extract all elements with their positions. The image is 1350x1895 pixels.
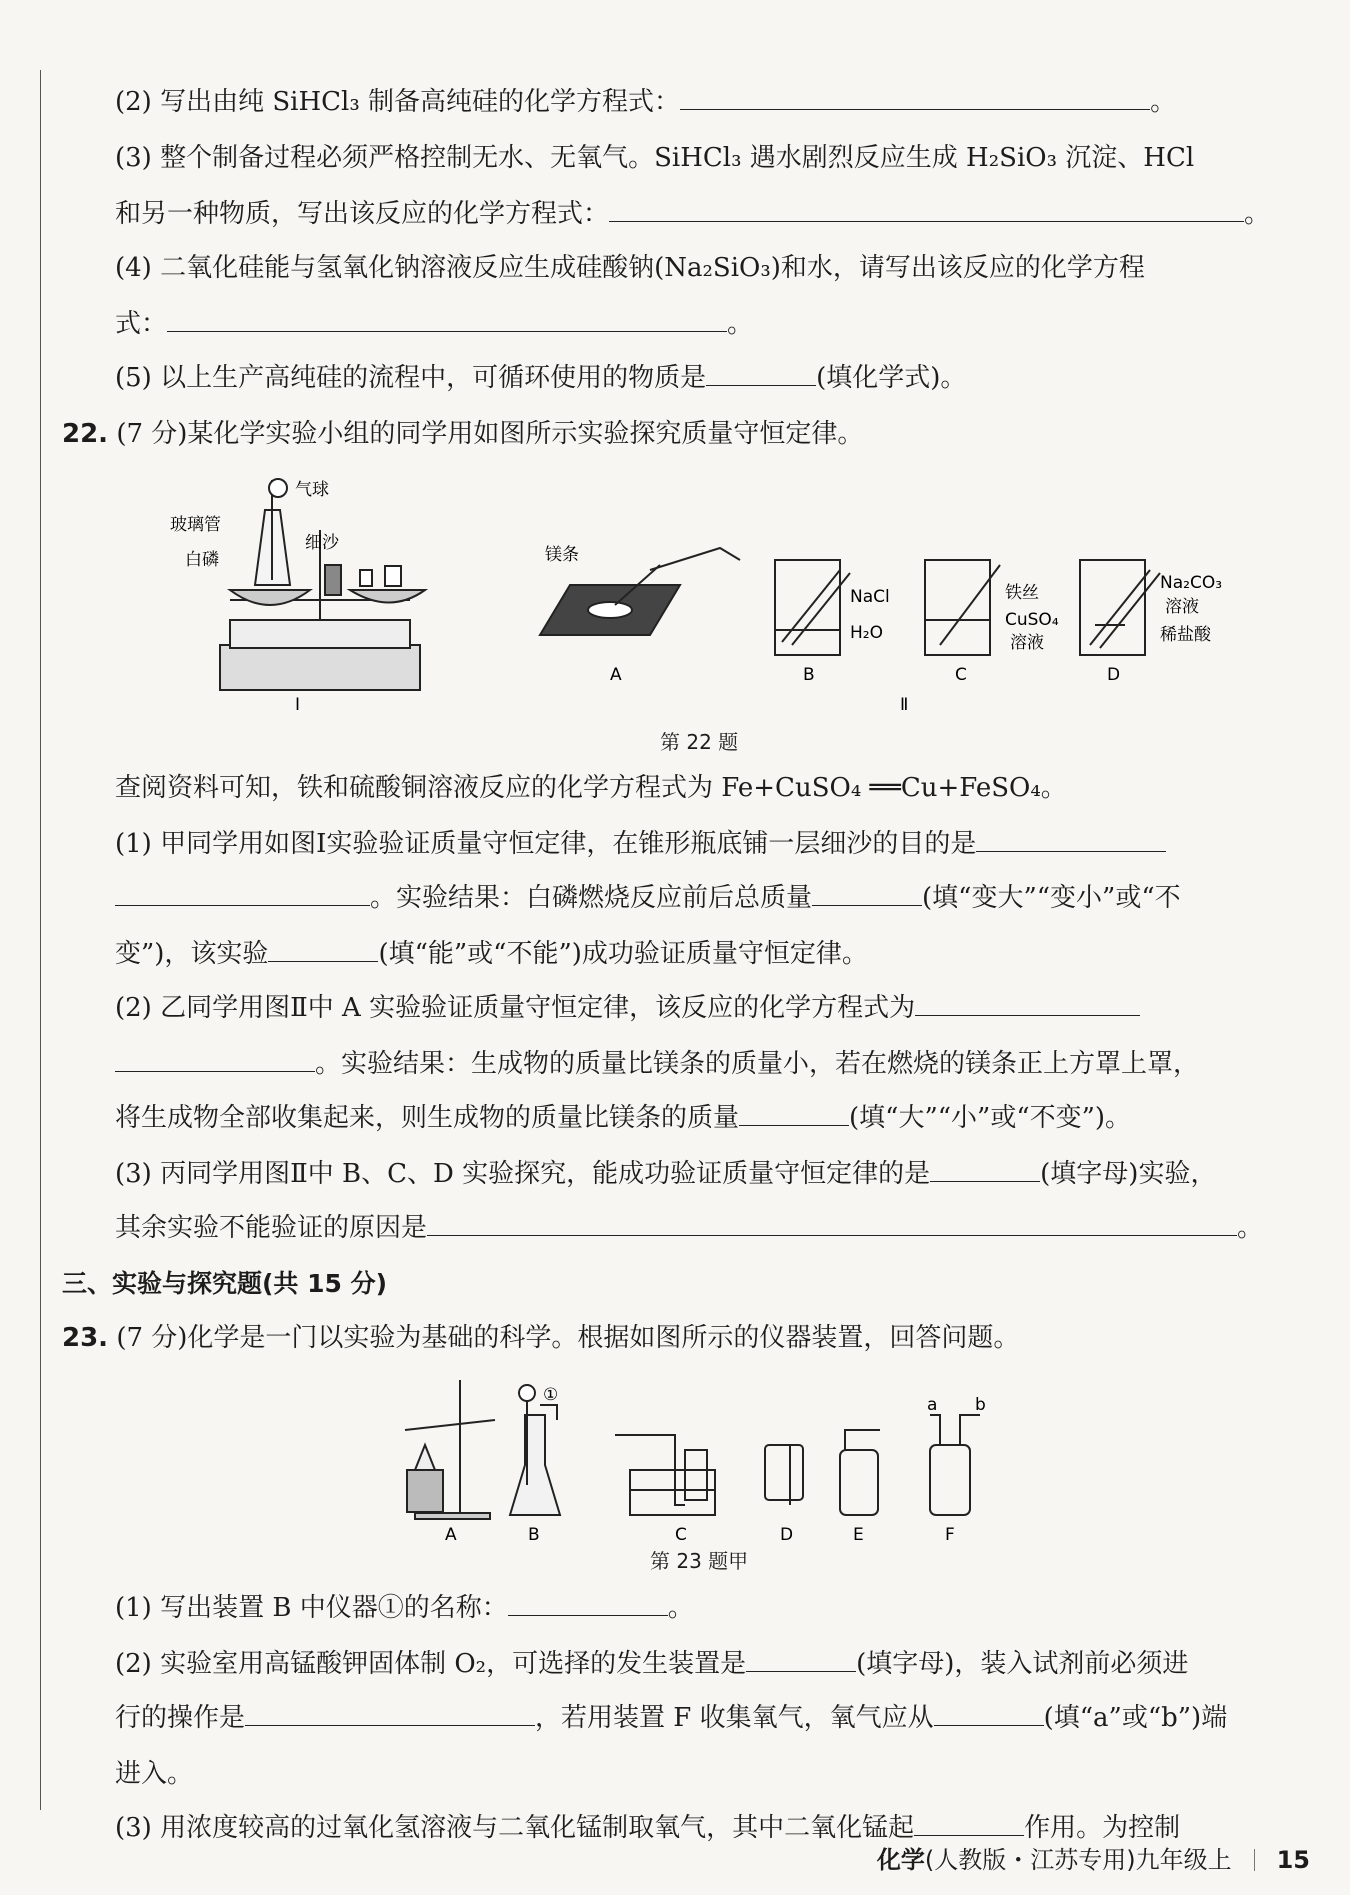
label-na2co3: Na₂CO₃ [1160, 573, 1223, 593]
q21-part5: (5) 以上生产高纯硅的流程中，可循环使用的物质是 (填化学式)。 [115, 363, 967, 393]
label-white-phosphorus: 白磷 [185, 550, 219, 570]
q23-part2-line2: 行的操作是 ，若用装置 F 收集氧气，氧气应从 (填“a”或“b”)端 [115, 1703, 1228, 1733]
label-hcl: 稀盐酸 [1160, 625, 1211, 645]
answer-blank[interactable] [915, 991, 1140, 1016]
label-h2o: H₂O [850, 623, 883, 643]
answer-blank[interactable] [934, 1701, 1044, 1726]
label-B: B [528, 1525, 540, 1545]
q22-info: 查阅资料可知，铁和硫酸铜溶液反应的化学方程式为 Fe+CuSO₄ ══Cu+FeSO₄。 [115, 773, 1067, 803]
q23-figure [385, 1375, 1025, 1545]
footer-subject: 化学 [876, 1846, 925, 1874]
answer-blank[interactable] [115, 881, 370, 906]
q23-caption: 第 23 题甲 [650, 1549, 749, 1573]
q22-part3-line2: 其余实验不能验证的原因是 。 [115, 1213, 1264, 1243]
label-instrument-1: ① [543, 1385, 559, 1405]
label-sand: 细沙 [305, 533, 339, 553]
answer-blank[interactable] [115, 1047, 315, 1072]
q21-part4-line1: (4) 二氧化硅能与氢氧化钠溶液反应生成硅酸钠(Na₂SiO₃)和水，请写出该反应的化学方程 [115, 253, 1145, 283]
label-balloon: 气球 [295, 480, 329, 500]
label-F: F [945, 1525, 955, 1545]
label-nacl: NaCl [850, 587, 890, 607]
answer-blank[interactable] [930, 1157, 1040, 1182]
label-cuso4: CuSO₄ [1005, 610, 1059, 630]
label-D: D [1107, 665, 1121, 685]
section-heading: 三、实验与探究题(共 15 分) [62, 1269, 388, 1298]
footer-divider [1254, 1849, 1255, 1871]
answer-blank[interactable] [167, 307, 727, 332]
q22-stem: 22. (7 分)某化学实验小组的同学用如图所示实验探究质量守恒定律。 [62, 419, 864, 449]
q22-figure [160, 470, 1260, 720]
label-C: C [955, 665, 967, 685]
question-number: 22. [62, 419, 109, 449]
label-mg-strip: 镁条 [545, 545, 579, 565]
q23-stem: 23. (7 分)化学是一门以实验为基础的科学。根据如图所示的仪器装置，回答问题。 [62, 1323, 1020, 1353]
label-C: C [675, 1525, 687, 1545]
q21-part3-line1: (3) 整个制备过程必须严格控制无水、无氧气。SiHCl₃ 遇水剧烈反应生成 H₂SiO₃ 沉淀、HCl [115, 143, 1195, 173]
answer-blank[interactable] [976, 827, 1166, 852]
label-iron-wire: 铁丝 [1005, 583, 1039, 603]
answer-blank[interactable] [746, 1647, 856, 1672]
answer-blank[interactable] [739, 1101, 849, 1126]
label-solution2: 溶液 [1165, 597, 1199, 617]
q22-part1-line3: 变”)，该实验 (填“能”或“不能”)成功验证质量守恒定律。 [115, 939, 868, 969]
answer-blank[interactable] [609, 197, 1244, 222]
q22-part1-line1: (1) 甲同学用如图Ⅰ实验验证质量守恒定律，在锥形瓶底铺一层细沙的目的是 [115, 826, 1280, 862]
q23-part2-line1: (2) 实验室用高锰酸钾固体制 O₂，可选择的发生装置是 (填字母)，装入试剂前必须进 [115, 1649, 1189, 1679]
q21-part2: (2) 写出由纯 SiHCl₃ 制备高纯硅的化学方程式： 。 [115, 87, 1177, 117]
margin-rule [40, 70, 41, 1810]
q22-part3-line1: (3) 丙同学用图Ⅱ中 B、C、D 实验探究，能成功验证质量守恒定律的是 (填字母)实验， [115, 1159, 1217, 1189]
label-solution: 溶液 [1010, 633, 1044, 653]
label-B: B [803, 665, 815, 685]
q23-part1: (1) 写出装置 B 中仪器①的名称： 。 [115, 1593, 694, 1623]
q22-part1-line2: 。实验结果：白磷燃烧反应前后总质量 (填“变大”“变小”或“不 [115, 880, 1280, 916]
q22-caption: 第 22 题 [660, 730, 739, 754]
label-D: D [780, 1525, 794, 1545]
q21-part4-line2: 式： 。 [115, 309, 754, 339]
answer-blank[interactable] [268, 937, 378, 962]
q23-part3-line1: (3) 用浓度较高的过氧化氢溶液与二氧化锰制取氧气，其中二氧化锰起 作用。为控制 [115, 1813, 1181, 1843]
answer-blank[interactable] [706, 361, 816, 386]
label-E: E [853, 1525, 864, 1545]
footer-edition: (人教版・江苏专用)九年级上 [924, 1846, 1232, 1874]
label-fig-II: Ⅱ [900, 695, 909, 715]
label-A: A [445, 1525, 457, 1545]
answer-blank[interactable] [427, 1211, 1237, 1236]
page-number: 15 [1276, 1846, 1310, 1874]
question-number: 23. [62, 1323, 109, 1353]
label-port-a: a [927, 1395, 938, 1415]
answer-blank[interactable] [680, 85, 1150, 110]
q22-part2-line1: (2) 乙同学用图Ⅱ中 A 实验验证质量守恒定律，该反应的化学方程式为 [115, 990, 1280, 1026]
answer-blank[interactable] [245, 1701, 535, 1726]
label-glass-tube: 玻璃管 [170, 515, 221, 535]
q23-part2-line3: 进入。 [115, 1759, 194, 1789]
label-fig-I: Ⅰ [295, 695, 301, 715]
answer-blank[interactable] [914, 1811, 1024, 1836]
answer-blank[interactable] [812, 881, 922, 906]
page-footer [877, 1840, 1310, 1875]
label-A: A [610, 665, 622, 685]
q22-part2-line2: 。实验结果：生成物的质量比镁条的质量小，若在燃烧的镁条正上方罩上罩， [115, 1046, 1280, 1082]
q22-part2-line3: 将生成物全部收集起来，则生成物的质量比镁条的质量 (填“大”“小”或“不变”)。 [115, 1103, 1132, 1133]
answer-blank[interactable] [508, 1591, 668, 1616]
q21-part3-line2: 和另一种物质，写出该反应的化学方程式： 。 [115, 199, 1271, 229]
label-port-b: b [975, 1395, 986, 1415]
